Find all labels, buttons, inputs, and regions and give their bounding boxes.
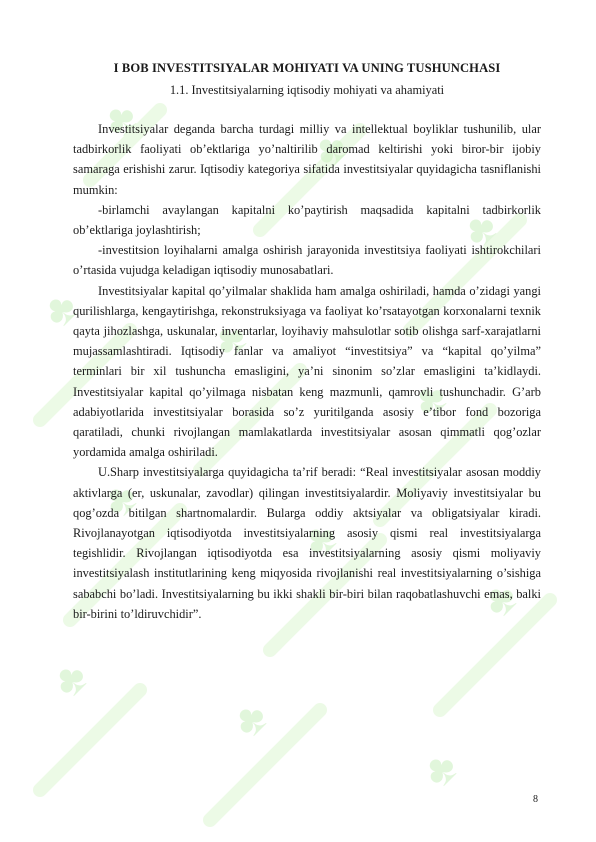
svg-text:♣: ♣ [412, 742, 468, 798]
body-text [73, 119, 541, 624]
svg-text:♣: ♣ [202, 312, 258, 368]
svg-text:♣: ♣ [42, 652, 98, 708]
paragraph: Investitsiyalar deganda barcha turdagi milliy va intellektual boyliklar tushunilib, ular tadbirkorlik faoliyati ob’ektlariga yo’naltirilib daromad keltirishi yoki biror-bir ijobiy samaraga erishishi zarur. Iqtisodiy kategoriya sifatida investitsiyalar quyidagicha tasniflanishi mumkin: [73, 122, 541, 197]
paragraph: U.Sharp investitsiyalarga quyidagicha ta’rif beradi: “Real investitsiyalar asosan moddiy aktivlarga (er, uskunalar, zavodlar) qilingan investitsiyalardir. Moliyaviy investitsiyalar bu qog’ozda bitilgan shartnomalardir. Bularga oddiy aktsiyalar va obligatsiyalar kiradi. Rivojlanayotgan iqtisodiyotda investitsiyalarning asosiy qismi real investitsiyalarga tegishlidir. Rivojlangan iqtisodiyotda esa investitsiyalarning asosiy qismi moliyaviy investitsiyalash institutlarining keng miqyosida rivojlanishi real investitsiyalarning o’sishiga sababchi bo’ladi. Investitsiyalarning bu ikki shakli bir-biri bilan raqobatlashuvchi emas, balki bir-birini to’ldiruvchidir”. [73, 465, 541, 621]
svg-text:♣: ♣ [302, 122, 358, 178]
svg-text:♣: ♣ [222, 692, 278, 748]
section-title: 1.1. Investitsiyalarning iqtisodiy mohiyati va ahamiyati [169, 83, 445, 97]
paragraph: -investitsion loyihalarni amalga oshirish jarayonida investitsiya faoliyati ishtirokchilari o’rtasida vujudga keladigan iqtisodiy munosabatlari. [73, 243, 541, 278]
paragraph: Investitsiyalar kapital qo’yilmalar shaklida ham amalga oshiriladi, hamda o’zidagi yangi qurilishlarga, kengaytirishga, rekonstruksiyaga va faoliyat ko’rsatayotgan korxonalarni texnik qayta jihozlashga, uskunalar, inventarlar, loyihaviy mahsulotlar sotib olishga sarf-xarajatlarni mujassamlashtiradi. Iqtisodiy fanlar va amaliyot “investitsiya” va “kapital qo’yilma” terminlari bir xil tushuncha emasligini, ya’ni sinonim so’zlar emasligini ta’kidlaydi. Investitsiyalar kapital qo’yilmaga nisbatan keng mazmunli, qamrovli tushunchadir. G’arb adabiyotlarida investitsiyalar borasida so’z yuritilganda asosiy e’tibor fond bozoriga qaratiladi, chunki rivojlangan mamlakatlarda investitsiyalar asosan qimmatli qog’ozlar yordamida amalga oshiriladi. [73, 283, 541, 460]
document-page [73, 60, 541, 624]
svg-text:♣: ♣ [92, 472, 148, 528]
svg-text:♣: ♣ [292, 512, 348, 568]
paragraph: -birlamchi avaylangan kapitalni ko’paytirish maqsadida kapitalni tadbirkorlik ob’ektlariga joylashtirish; [73, 202, 541, 238]
chapter-title: I BOB INVESTITSIYALAR MOHIYATI VA UNING TUSHUNCHASI [113, 61, 501, 75]
svg-text:♣: ♣ [402, 372, 458, 428]
page-number: 8 [533, 794, 538, 805]
svg-text:♣: ♣ [472, 572, 528, 628]
svg-text:♣: ♣ [452, 202, 508, 258]
svg-text:♣: ♣ [32, 282, 88, 338]
svg-text:♣: ♣ [92, 92, 148, 148]
